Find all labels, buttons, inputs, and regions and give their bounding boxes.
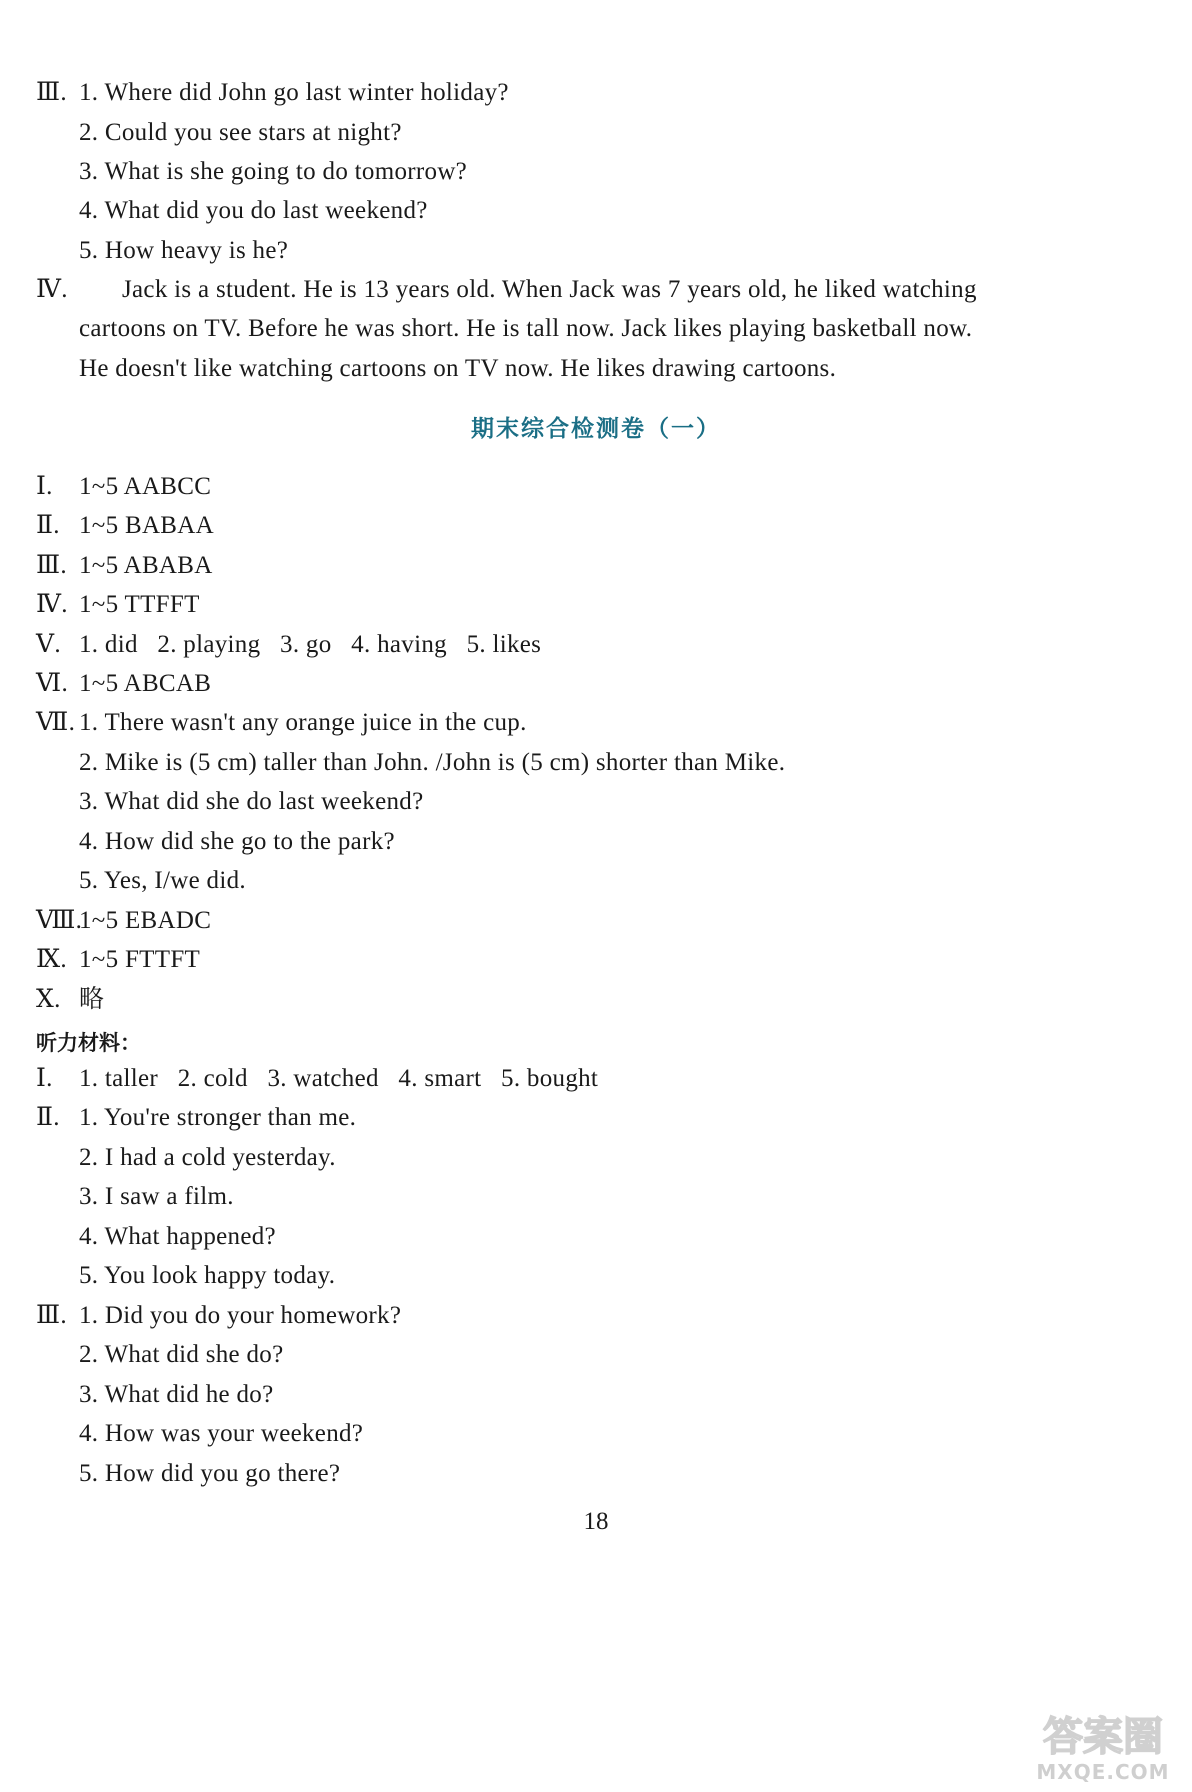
answer-text: 1~5 FTTFT	[79, 946, 201, 973]
list-item: 5. Yes, I/we did.	[79, 867, 246, 894]
answer-text: 1~5 TTFFT	[79, 591, 200, 618]
list-item: 3. What did she do last weekend?	[79, 788, 424, 815]
answer-label: Ⅴ.	[36, 631, 61, 658]
page-number: 18	[583, 1508, 609, 1535]
list-item: 4. What did you do last weekend?	[79, 197, 428, 224]
answer-label: Ⅳ.	[36, 591, 68, 618]
list-item: 3. What did he do?	[79, 1381, 274, 1408]
list-item: 4. What happened?	[79, 1223, 276, 1250]
list-item: 5. How did you go there?	[79, 1460, 341, 1487]
list-item: 1. Did you do your homework?	[79, 1302, 402, 1329]
answer-label: Ⅵ.	[36, 670, 68, 697]
listening-label: Ⅰ.	[36, 1065, 53, 1092]
list-item: 2. Could you see stars at night?	[79, 119, 402, 146]
answer-text: 1. did 2. playing 3. go 4. having 5. likes	[79, 631, 542, 658]
listening-heading: 听力材料：	[36, 1031, 141, 1055]
answer-label: Ⅸ.	[36, 946, 67, 973]
answer-label: Ⅲ.	[36, 552, 67, 579]
list-item: 2. What did she do?	[79, 1341, 284, 1368]
list-item: 1. There wasn't any orange juice in the cup.	[79, 709, 527, 736]
list-item: 1. Where did John go last winter holiday?	[79, 79, 509, 106]
listening-label: Ⅲ.	[36, 1302, 67, 1329]
answer-label: Ⅰ.	[36, 473, 53, 500]
list-item: 5. You look happy today.	[79, 1262, 336, 1289]
answer-text: 1~5 BABAA	[79, 512, 214, 539]
paragraph-line: He doesn't like watching cartoons on TV now. He likes drawing cartoons.	[79, 355, 837, 382]
list-item: 1. You're stronger than me.	[79, 1104, 357, 1131]
list-item: 4. How did she go to the park?	[79, 828, 395, 855]
list-item: 2. Mike is (5 cm) taller than John. /John is (5 cm) shorter than Mike.	[79, 749, 786, 776]
list-item: 4. How was your weekend?	[79, 1420, 364, 1447]
paragraph-line: cartoons on TV. Before he was short. He is tall now. Jack likes playing basketball now.	[79, 315, 973, 342]
watermark-emblem-icon	[1028, 1706, 1178, 1762]
answer-text: 1~5 ABCAB	[79, 670, 212, 697]
list-item: 2. I had a cold yesterday.	[79, 1144, 336, 1171]
listening-text: 1. taller 2. cold 3. watched 4. smart 5. bought	[79, 1065, 599, 1092]
answer-text: 1~5 AABCC	[79, 473, 212, 500]
answer-text: 略	[79, 986, 105, 1013]
listening-label: Ⅱ.	[36, 1104, 60, 1131]
section-label-III: Ⅲ.	[36, 79, 67, 106]
paragraph-line: Jack is a student. He is 13 years old. When Jack was 7 years old, he liked watching	[122, 276, 977, 303]
answer-label: Ⅶ.	[36, 709, 76, 736]
answer-text: 1~5 ABABA	[79, 552, 213, 579]
list-item: 3. I saw a film.	[79, 1183, 234, 1210]
test-title: 期末综合检测卷（一）	[471, 416, 721, 442]
list-item: 3. What is she going to do tomorrow?	[79, 158, 468, 185]
watermark-logo	[1028, 1706, 1178, 1784]
answer-label: Ⅹ.	[36, 986, 61, 1013]
answer-label: Ⅱ.	[36, 512, 60, 539]
answer-text: 1~5 EBADC	[79, 907, 212, 934]
list-item: 5. How heavy is he?	[79, 237, 289, 264]
answer-label: Ⅷ.	[36, 907, 83, 934]
section-label-IV: Ⅳ.	[36, 276, 68, 303]
svg-text:答案圈: 答案圈	[1043, 1714, 1163, 1760]
watermark-url: MXQE.COM	[1036, 1760, 1170, 1784]
